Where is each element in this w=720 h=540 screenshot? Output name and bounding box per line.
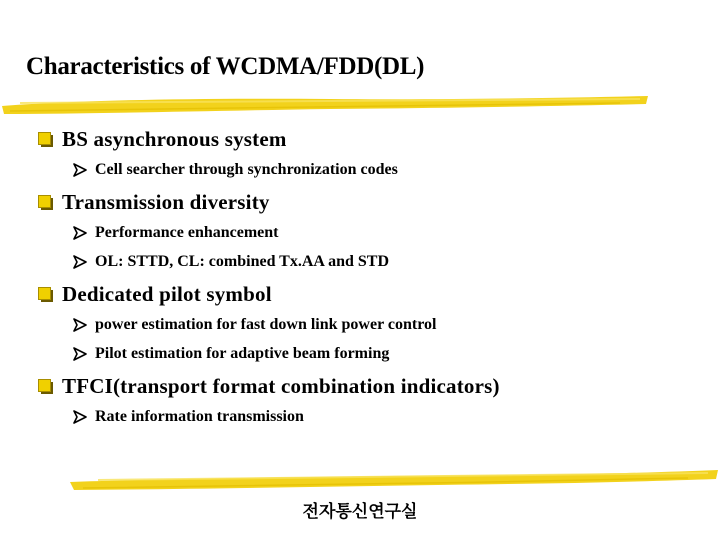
section-heading: Dedicated pilot symbol bbox=[62, 282, 272, 306]
section-bs-asynchronous bbox=[38, 127, 287, 152]
title-underline-brush bbox=[0, 92, 650, 118]
subitem bbox=[73, 253, 389, 271]
subitem bbox=[73, 316, 436, 334]
section-heading: Transmission diversity bbox=[62, 190, 270, 214]
subitem bbox=[73, 408, 304, 426]
subitem-text: OL: STTD, CL: combined Tx.AA and STD bbox=[95, 253, 389, 270]
footer-label: 전자통신연구실 bbox=[302, 502, 418, 522]
subitem-text: power estimation for fast down link power control bbox=[95, 316, 437, 333]
checkbox-square-icon bbox=[38, 132, 53, 147]
subitem bbox=[73, 345, 389, 363]
arrow-right-icon bbox=[73, 255, 87, 269]
section-transmission-diversity bbox=[38, 190, 270, 215]
section-heading: TFCI(transport format combination indicators) bbox=[62, 374, 500, 398]
checkbox-square-icon bbox=[38, 195, 53, 210]
checkbox-square-icon bbox=[38, 287, 53, 302]
subitem bbox=[73, 224, 279, 242]
subitem-text: Cell searcher through synchronization codes bbox=[95, 161, 398, 178]
checkbox-square-icon bbox=[38, 379, 53, 394]
arrow-right-icon bbox=[73, 318, 87, 332]
arrow-right-icon bbox=[73, 226, 87, 240]
section-dedicated-pilot bbox=[38, 282, 272, 307]
slide-title: Characteristics of WCDMA/FDD(DL) bbox=[26, 53, 425, 80]
arrow-right-icon bbox=[73, 347, 87, 361]
section-heading: BS asynchronous system bbox=[62, 127, 287, 151]
section-tfci bbox=[38, 374, 500, 399]
footer-brush bbox=[68, 464, 720, 494]
subitem-text: Rate information transmission bbox=[95, 408, 304, 425]
arrow-right-icon bbox=[73, 163, 87, 177]
subitem-text: Performance enhancement bbox=[95, 224, 279, 241]
subitem-text: Pilot estimation for adaptive beam forming bbox=[95, 345, 390, 362]
arrow-right-icon bbox=[73, 410, 87, 424]
subitem bbox=[73, 161, 398, 179]
